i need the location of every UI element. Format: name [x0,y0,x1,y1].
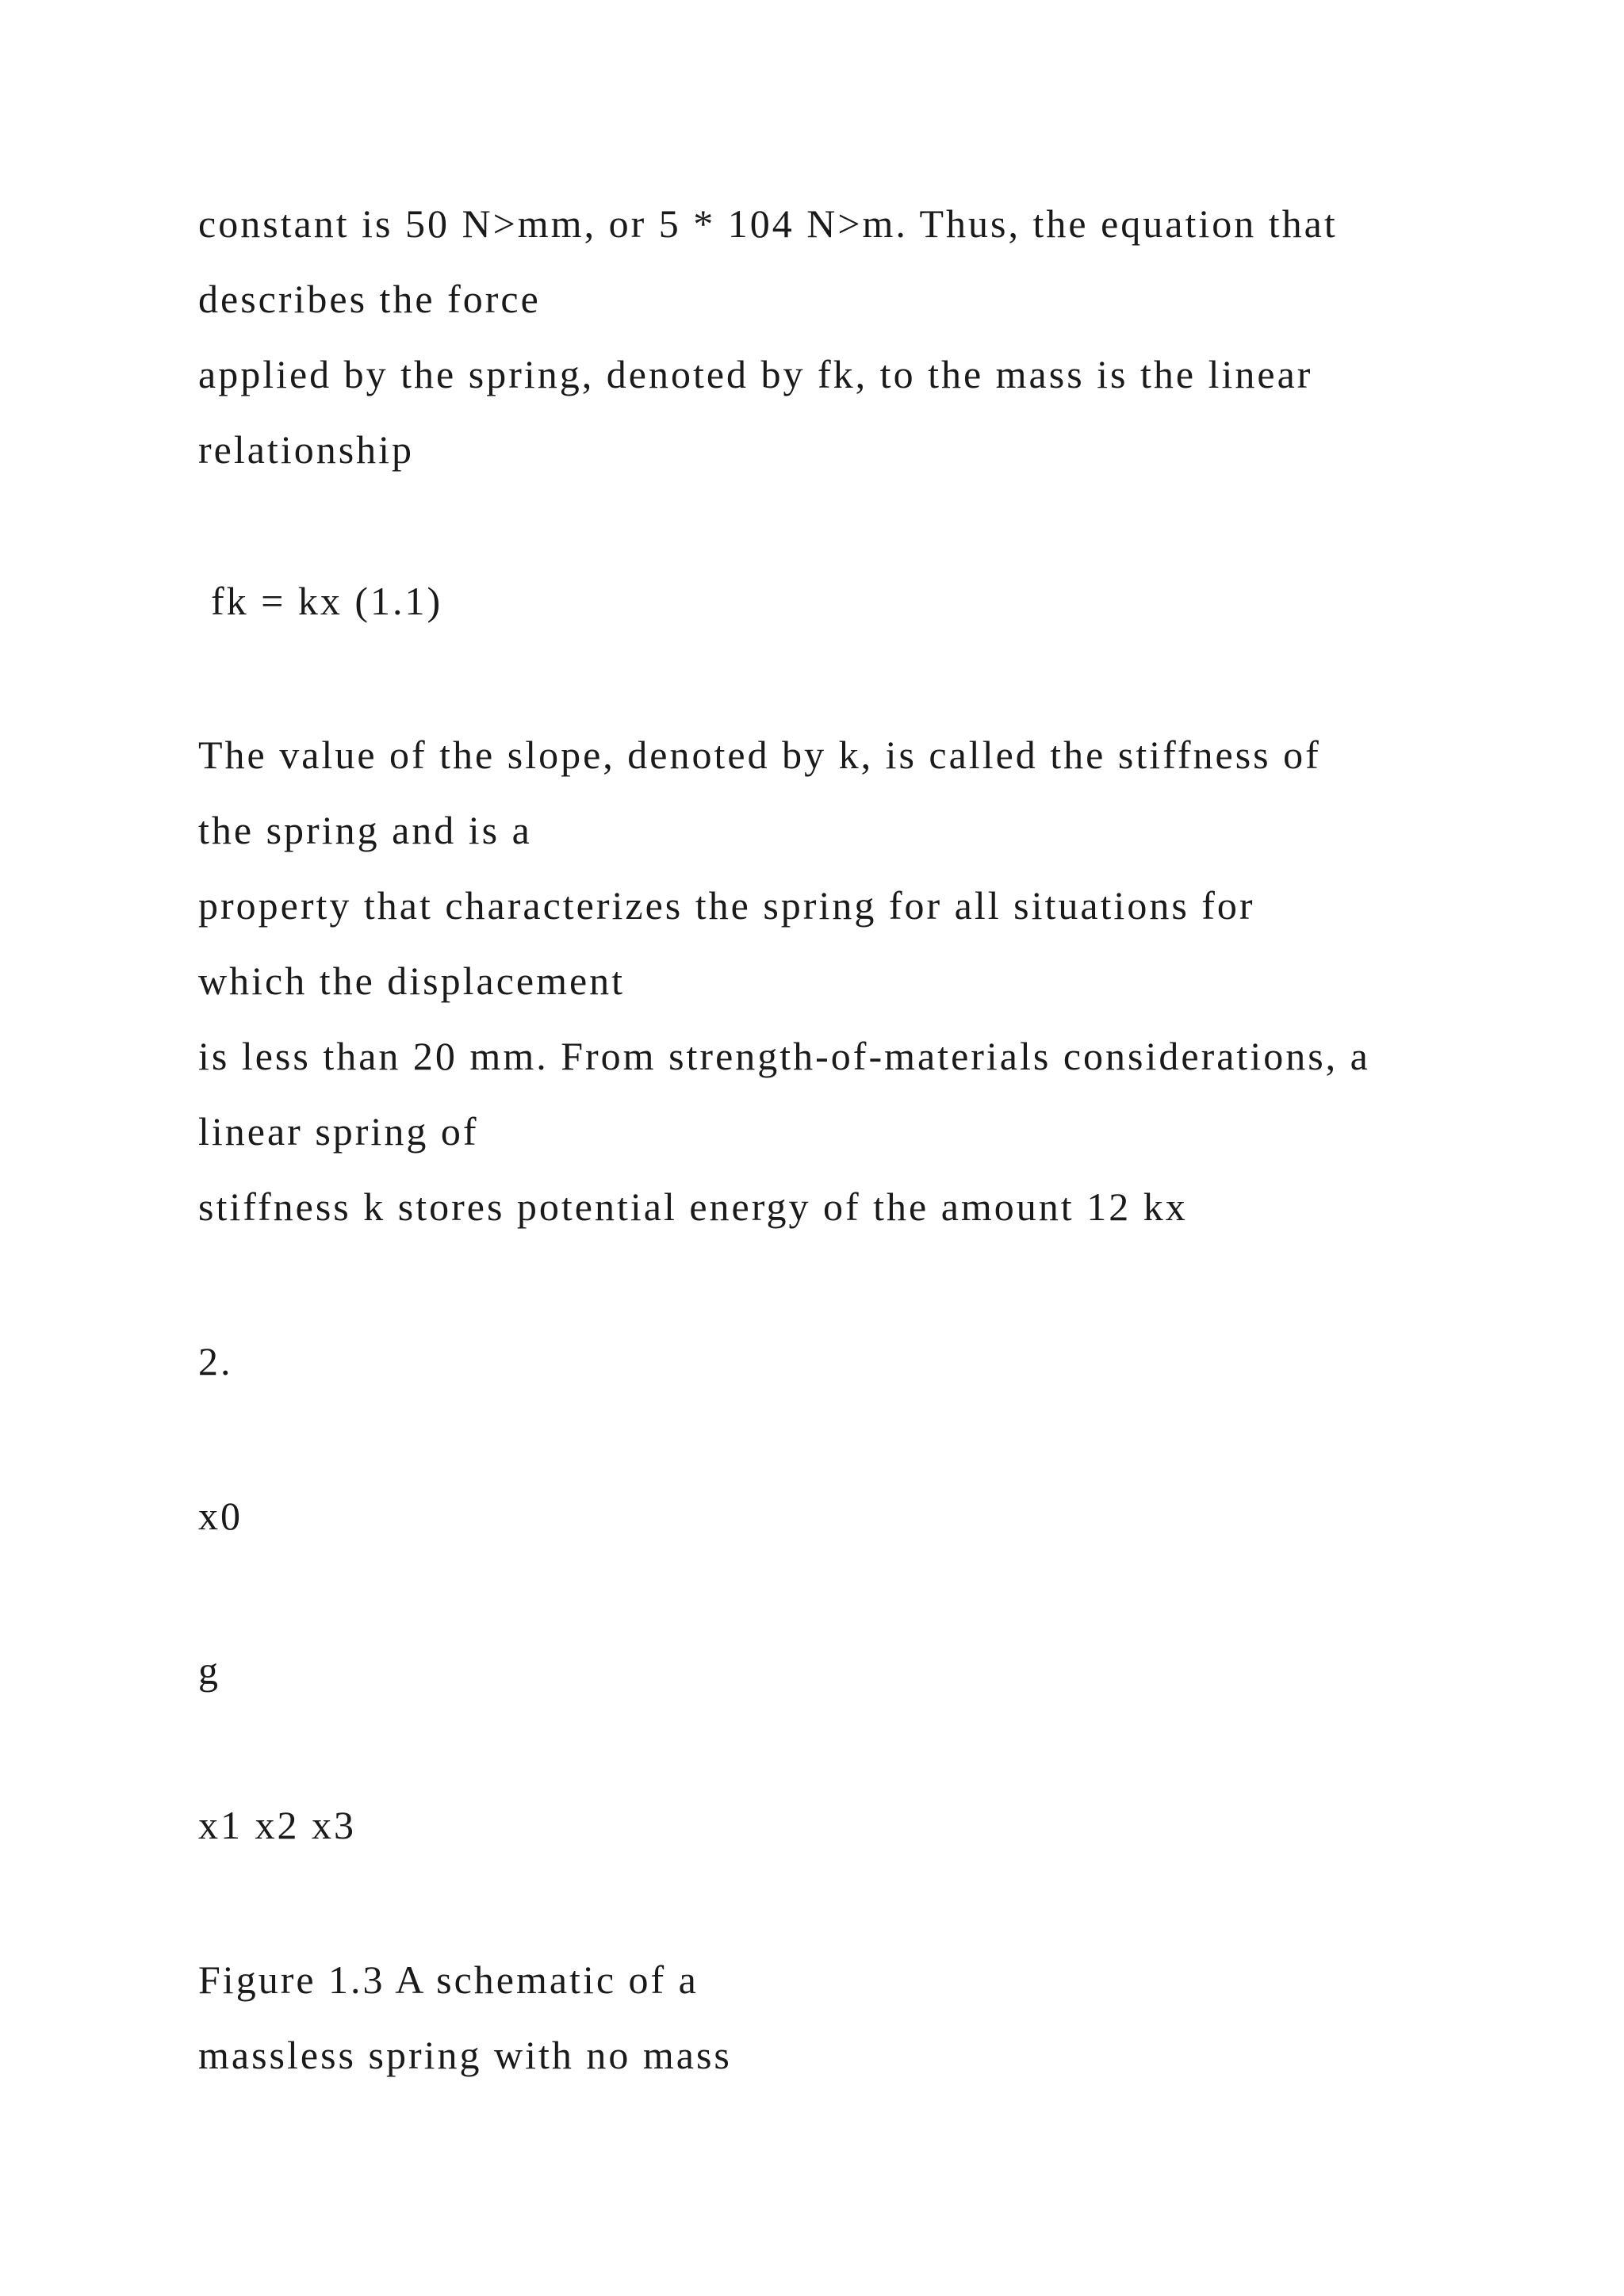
figure-label-x1-x2-x3: x1 x2 x3 [198,1803,356,1847]
text-line-10: linear spring of [198,1109,479,1154]
figure-label-g: g [198,1648,220,1693]
text-line-4: relationship [198,427,415,472]
text-line-7: property that characterizes the spring for all situations for [198,883,1255,928]
figure-caption-line-2: massless spring with no mass [198,2033,732,2077]
text-line-6: the spring and is a [198,808,532,852]
text-line-1: constant is 50 N>mm, or 5 * 104 N>m. Thus, the equation that [198,201,1338,246]
text-line-3: applied by the spring, denoted by fk, to the mass is the linear [198,352,1313,396]
text-line-8: which the displacement [198,959,626,1003]
text-line-2: describes the force [198,277,541,321]
figure-label-x0: x0 [198,1494,243,1538]
text-line-11: stiffness k stores potential energy of the amount 12 kx [198,1184,1188,1229]
text-line-12: 2. [198,1339,233,1383]
text-line-5: The value of the slope, denoted by k, is called the stiffness of [198,733,1321,777]
text-line-9: is less than 20 mm. From strength-of-materials considerations, a [198,1034,1370,1078]
figure-caption-line-1: Figure 1.3 A schematic of a [198,1957,699,2002]
equation-1-1: fk = kx (1.1) [211,579,443,623]
